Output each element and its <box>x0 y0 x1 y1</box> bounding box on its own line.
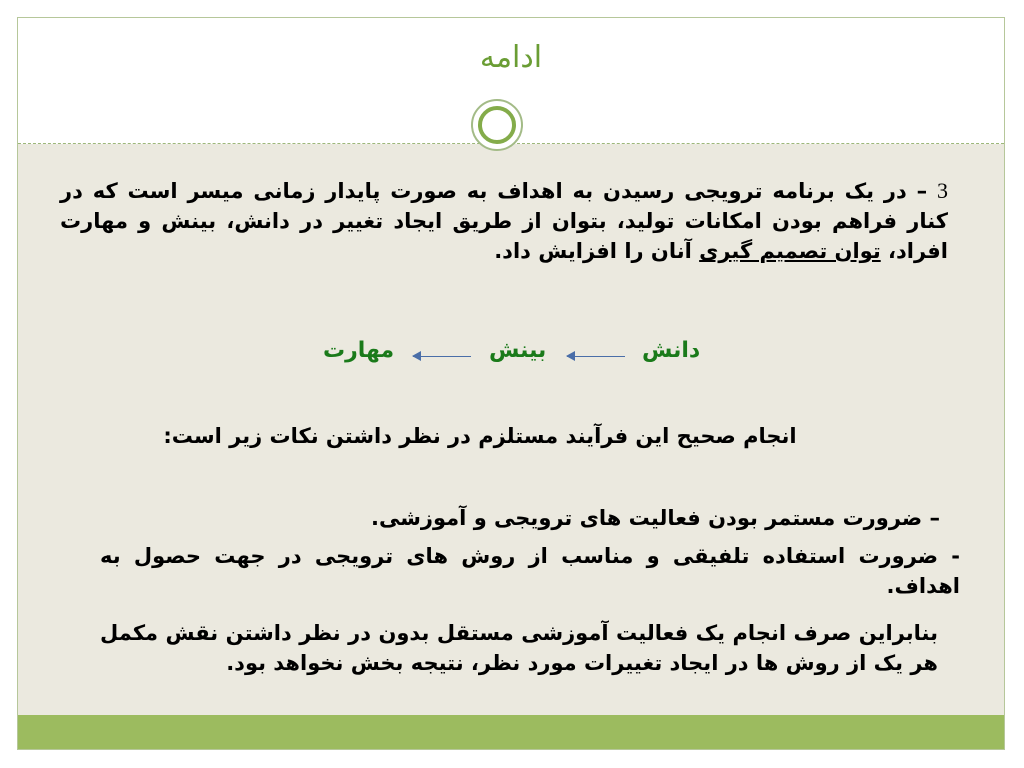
paragraph-text-start: – در یک برنامه ترویجی رسیدن به اهداف به صورت پایدار زمانی میسر است که در کنار فراهم بودن امکانات تولید، بتوان از طریق ایجاد تغییر در دانش، بینش و مهارت افراد، <box>60 179 948 263</box>
ring-inner-circle <box>478 106 516 144</box>
flow-step-skill: مهارت <box>323 338 395 363</box>
bullet-continuity: – ضرورت مستمر بودن فعالیت های ترویجی و آموزشی. <box>371 506 940 530</box>
flow-step-knowledge: دانش <box>642 338 701 363</box>
bullet-integrated-methods: - ضرورت استفاده تلفیقی و مناسب از روش های ترویجی در جهت حصول به اهداف. <box>100 544 960 598</box>
flow-step-insight: بینش <box>489 338 547 363</box>
ring-ornament-icon <box>471 99 523 151</box>
flow-diagram <box>0 338 1024 370</box>
paragraph-number: 3 <box>937 178 948 203</box>
paragraph-requirements: انجام صحیح این فرآیند مستلزم در نظر داشتن نکات زیر است: <box>163 424 797 448</box>
paragraph-conclusion: بنابراین صرف انجام یک فعالیت آموزشی مستقل بدون در نظر داشتن نقش مکمل هر یک از روش ها در ایجاد تغییرات مورد نظر، نتیجه بخش نخواهد بود. <box>100 621 938 675</box>
paragraph-text-end: آنان را افزایش داد. <box>494 239 700 263</box>
underlined-phrase: توان تصمیم گیری <box>699 239 881 263</box>
footer-bar <box>18 715 1004 749</box>
slide-title: ادامه <box>479 40 543 75</box>
flow-arrow-left-icon <box>567 356 625 357</box>
paragraph-goal <box>60 176 948 266</box>
flow-arrow-left-icon <box>413 356 471 357</box>
